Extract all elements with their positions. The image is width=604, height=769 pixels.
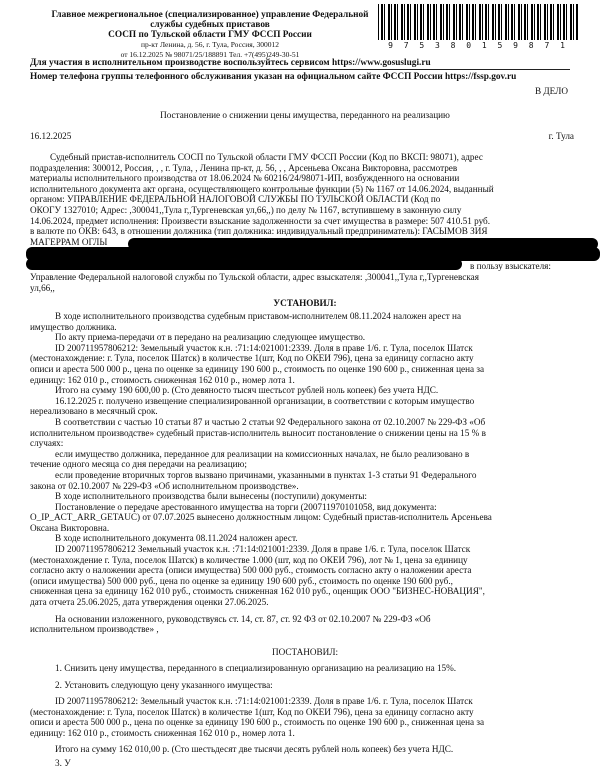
body-line: единицу: 162 010 р., стоимость сниженная 162 010 р., номер лота 1.	[30, 374, 295, 385]
body-line: описи и ареста 500 000 р., цена по оценке за единицу 190 600 р., стоимость по оценке 190 600 р., сниженная цена за	[30, 363, 485, 374]
body-line: если имущество должника, переданное для реализации на комиссионных началах, не было реализовано в	[55, 448, 470, 459]
body-line: 16.12.2025 г. получено извещение специализированной организации, в соответствии с которым имущество	[55, 395, 475, 406]
intro-line: подразделения: 300012, Россия, , , г. Тула, , Ленина пр-кт, д. 56, , , Арсеньева Оксана Викторовна, рассмотрев	[30, 162, 458, 173]
body-line: Итого на сумму 190 600,00 р. (Сто девяносто тысяч шестьсот рублей ноль копеек) без учета НДС.	[55, 385, 439, 396]
intro-line: ОКОГУ 1327010; Адрес: ,300041,,Тула г,,Тургеневская ул,66,,) по делу № 1167, вступившему в законную силу	[30, 204, 462, 215]
body-line: По акту приема-передачи от в передано на реализацию следующее имущество.	[55, 332, 366, 343]
document-date: 16.12.2025	[30, 131, 72, 141]
ustanovil-heading: УСТАНОВИЛ:	[273, 298, 337, 308]
intro-line: в валюте по ОКВ: 643, в отношении должника (тип должника: индивидуальный предприниматель): ГАСЫМОВ ЗИЯ	[30, 226, 488, 237]
body-line: если проведение вторичных торгов вызвано причинами, указанными в пунктах 1-3 статьи 91 Федерального	[55, 469, 477, 480]
body-line: течение одного месяца со дня передачи на реализацию;	[30, 459, 247, 470]
document-barcode	[378, 4, 578, 52]
divider	[30, 69, 570, 70]
document-title: Постановление о снижении цены имущества, переданного на реализацию	[160, 110, 450, 120]
intro-line: исполнительного документа акт органа, осуществляющего контрольные функции (5) № 1167 от 14.06.2024, выданный	[30, 183, 494, 194]
body-line: (местонахождение: г. Тула, поселок Шатск) в количестве 1(шт, Код по ОКЕИ 796), цена за единицу согласно акту	[30, 353, 474, 364]
resolution-line: (местонахождение: г. Тула, поселок Шатск) в количестве 1(шт, Код по ОКЕИ 796), цена за единицу согласно акту	[30, 706, 474, 717]
claimant-line: ул,66,,	[30, 283, 55, 293]
document-city: г. Тула	[548, 131, 574, 141]
body-line: В ходе исполнительного производства были вынесены (поступили) документы:	[55, 491, 367, 502]
org-line-2: службы судебных приставов	[150, 20, 270, 30]
body-line: На основании изложенного, руководствуясь ст. 14, ст. 87, ст. 92 ФЗ от 02.10.2007 № 229-ФЗ «Об	[55, 613, 431, 624]
claimant-label: в пользу взыскателя:	[470, 261, 551, 271]
body-line: имущество должника.	[30, 321, 117, 332]
body-line: O_IP_ACT_ARR_GETAUC) от 07.07.2025 вынесено должностным лицом: Судебный пристав-исполнитель Арсеньева	[30, 512, 492, 523]
postanovil-heading: ПОСТАНОВИЛ:	[271, 647, 339, 657]
resolution-line: описи и ареста 500 000 р., цена по оценке за единицу 190 600 р., стоимость по оценке 190 600 р., сниженная цена за	[30, 717, 485, 728]
gosuslugi-note: Для участия в исполнительном производстве воспользуйтесь сервисом https://www.gosuslugi.ru	[30, 58, 431, 68]
body-line: Оксана Викторовна.	[30, 522, 110, 533]
intro-line: органом: УПРАВЛЕНИЕ ФЕДЕРАЛЬНОЙ НАЛОГОВОЙ СЛУЖБЫ ПО ТУЛЬСКОЙ ОБЛАСТИ (Код по	[30, 194, 441, 205]
intro-line: материалы исполнительного производства от 18.06.2024 № 60216/24/98071-ИП, возбужденного на основании	[30, 173, 460, 184]
body-line: (местонахождение г. Тула, поселок Шатск) в количестве 1.000 (шт, код по ОКЕИ 796), лот № 1, цена за единицу	[30, 554, 468, 565]
resolution-line: ID 200711957806212: Земельный участок к.н. :71:14:021001:2339. Доля в праве 1/6. г. Тула, поселок Шатск	[55, 696, 473, 707]
org-line-3: СОСП по Тульской области ГМУ ФССП России	[108, 30, 312, 40]
resolution-line: единицу: 162 010 р., стоимость сниженная 162 010 р., номер лота 1.	[30, 727, 295, 738]
org-line-1: Главное межрегиональное (специализированное) управление Федеральной	[51, 10, 369, 20]
body-line: Постановление о передаче арестованного имущества на торги (200711970101058, вид документа:	[55, 501, 437, 512]
intro-line: МАГЕРРАМ ОГЛЫ	[30, 236, 108, 247]
body-line: согласно акту о наложении ареста (описи имущества) 500 000 руб., стоимость согласно акту о наложении ареста	[30, 565, 472, 576]
claimant-line: Управление Федеральной налоговой службы по Тульской области, адрес взыскателя: ,300041,,Тула г,,Тургеневская	[30, 272, 479, 282]
issuer-header	[30, 10, 390, 60]
intro-paragraph	[30, 152, 578, 247]
barcode-number: 9 7 5 3 8 0 1 5 9 8 7 1	[388, 41, 568, 50]
resolution-item: 1. Снизить цену имущества, переданного в специализированную организацию на реализацию на 15%.	[55, 663, 457, 673]
barcode-bars	[378, 4, 578, 40]
body-line: дата отчета 25.06.2025, дата утверждения оценки 27.06.2025.	[30, 597, 269, 608]
body-line: ID 200711957806212: Земельный участок к.н. :71:14:021001:2339. Доля в праве 1/6. г. Тула, поселок Шатск	[55, 342, 473, 353]
resolution-item: 3. У	[55, 758, 71, 769]
body-line: нереализовано в месячный срок.	[30, 406, 158, 417]
body-line: В ходе исполнительного производства судебным приставом-исполнителем 08.11.2024 наложен арест на	[55, 311, 462, 321]
intro-line: Судебный пристав-исполнитель СОСП по Тульской области ГМУ ФССП России (Код по ВКСП: 98071), адрес	[50, 152, 483, 162]
redaction-block	[26, 258, 462, 270]
body-line: ID 200711957806212 Земельный участок к.н. :71:14:021001:2339. Доля в праве 1/6. г. Тула, поселок Шатск	[55, 544, 471, 555]
body-line: В соответствии с частью 10 статьи 87 и частью 2 статьи 92 Федерального закона от 02.10.2007 № 229-ФЗ «Об	[55, 416, 486, 427]
intro-line: 14.06.2024, предмет исполнения: Произвести взыскание задолженности за счет имущества в размере: 507 410.51 руб.	[30, 215, 491, 226]
body-line: закона от 02.10.2007 № 229-ФЗ «Об исполнительном производстве».	[30, 480, 299, 491]
body-line: сниженная цена за единицу 162 010 руб., стоимость сниженная 162 010 руб., оценщик ООО "БИЗНЕС-НОВАЦИЯ",	[30, 586, 485, 597]
body-line: исполнительном производстве» ,	[30, 624, 159, 635]
resolution-item: 2. Установить следующую цену указанного имущества:	[55, 679, 273, 690]
body-section	[30, 311, 578, 635]
body-line: исполнительном производстве» судебный пристав-исполнитель выносит постановление о снижении цены на 15 % в	[30, 427, 486, 438]
body-line: В ходе исполнительного документа 08.11.2024 наложен арест.	[55, 533, 298, 544]
v-delo-stamp: В ДЕЛО	[534, 86, 568, 96]
address-line-1: пр-кт Ленина, д. 56, г. Тула, Россия, 300012	[141, 40, 279, 49]
address-line-2: от 16.12.2025 № 98071/25/188891 Тел. +7(495)249-30-51	[120, 50, 300, 59]
body-line: случаях:	[30, 438, 64, 449]
resolution-items	[30, 663, 578, 769]
resolution-line: Итого на сумму 162 010,00 р. (Сто шестьдесят две тысячи десять рублей ноль копеек) без учета НДС.	[55, 743, 454, 754]
phone-note: Номер телефона группы телефонного обслуживания указан на официальном сайте ФССП России https://fssp.gov.ru	[30, 72, 517, 82]
body-line: (описи имущества) 500 000 руб., цена по оценке за единицу 190 600 руб., стоимость по оценке 190 600 руб.,	[30, 575, 453, 586]
